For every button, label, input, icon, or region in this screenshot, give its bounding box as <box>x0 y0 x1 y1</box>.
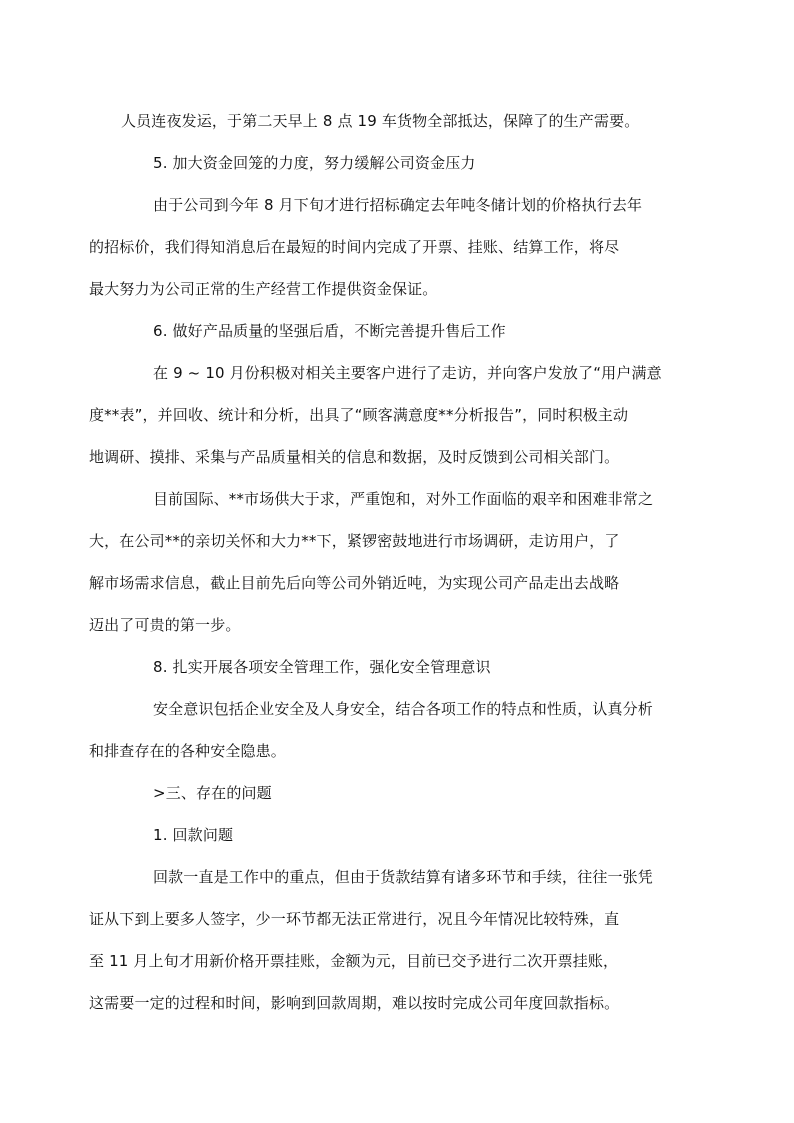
document-body <box>89 100 676 1024</box>
section-heading <box>121 772 676 814</box>
text-line: 5. 加大资金回笼的力度，努力缓解公司资金压力 <box>153 154 476 172</box>
text-line: 解市场需求信息，截止目前先后向等公司外销近吨，为实现公司产品走出去战略 <box>89 574 620 592</box>
paragraph <box>89 856 676 1024</box>
text-line: 1. 回款问题 <box>153 826 234 844</box>
text-line: 8. 扎实开展各项安全管理工作，强化安全管理意识 <box>153 658 491 676</box>
section-heading <box>121 142 676 184</box>
text-line: 和排查存在的各种安全隐患。 <box>89 742 286 760</box>
text-line: 6. 做好产品质量的坚强后盾，不断完善提升售后工作 <box>153 322 506 340</box>
paragraph <box>89 352 676 478</box>
text-line: 度**表”，并回收、统计和分析，出具了“顾客满意度**分析报告”，同时积极主动 <box>89 406 629 424</box>
text-line: 目前国际、**市场供大于求，严重饱和，对外工作面临的艰辛和困难非常之 <box>153 490 654 508</box>
text-line: 至 11 月上旬才用新价格开票挂账，金额为元，目前已交予进行二次开票挂账， <box>89 952 619 970</box>
paragraph <box>89 478 676 646</box>
text-line: 地调研、摸排、采集与产品质量相关的信息和数据，及时反馈到公司相关部门。 <box>89 448 620 466</box>
paragraph <box>89 688 676 772</box>
text-line: 大，在公司**的亲切关怀和大力**下，紧锣密鼓地进行市场调研，走访用户，了 <box>89 532 620 550</box>
text-line: 最大努力为公司正常的生产经营工作提供资金保证。 <box>89 280 438 298</box>
text-line: 的招标价，我们得知消息后在最短的时间内完成了开票、挂账、结算工作，将尽 <box>89 238 620 256</box>
paragraph <box>89 184 676 310</box>
text-line: 迈出了可贵的第一步。 <box>89 616 241 634</box>
text-line: 由于公司到今年 8 月下旬才进行招标确定去年吨冬储计划的价格执行去年 <box>153 196 643 214</box>
text-line: 回款一直是工作中的重点，但由于货款结算有诸多环节和手续，往往一张凭 <box>153 868 653 886</box>
paragraph <box>121 100 676 142</box>
text-line: 这需要一定的过程和时间，影响到回款周期，难以按时完成公司年度回款指标。 <box>89 994 620 1012</box>
text-line: 人员连夜发运，于第二天早上 8 点 19 车货物全部抵达，保障了的生产需要。 <box>121 112 640 130</box>
text-line: 安全意识包括企业安全及人身安全，结合各项工作的特点和性质，认真分析 <box>153 700 653 718</box>
text-line: 证从下到上要多人签字，少一环节都无法正常进行，况且今年情况比较特殊，直 <box>89 910 620 928</box>
text-line: >三、存在的问题 <box>153 784 272 802</box>
text-line: 在 9 ~ 10 月份积极对相关主要客户进行了走访，并向客户发放了“用户满意 <box>153 364 662 382</box>
section-heading <box>121 814 676 856</box>
section-heading <box>121 646 676 688</box>
section-heading <box>121 310 676 352</box>
